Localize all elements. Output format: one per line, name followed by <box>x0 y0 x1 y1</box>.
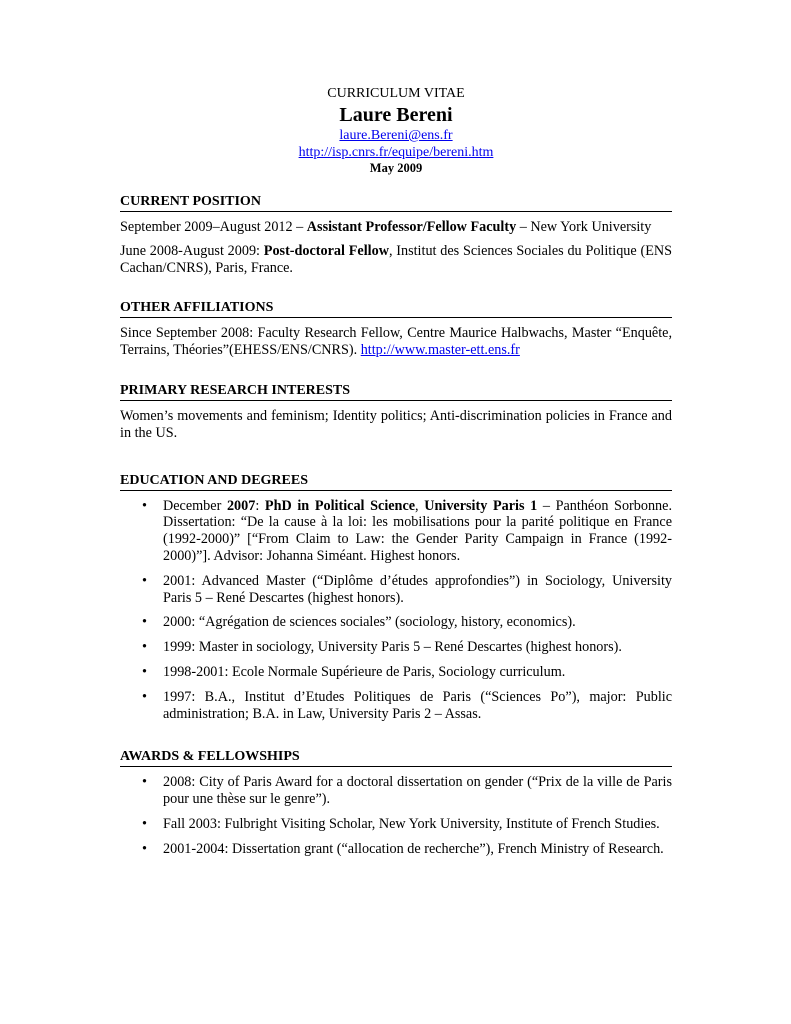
list-item: • 1997: B.A., Institut d’Etudes Politiques de Paris (“Sciences Po”), major: Public administration; B.A. in Law, University Paris 2 – Assas. <box>142 688 672 722</box>
cv-page <box>120 86 672 866</box>
section-current-position <box>120 193 672 276</box>
bullet-icon: • <box>142 497 147 514</box>
awards-list <box>120 774 672 857</box>
list-item: • 2008: City of Paris Award for a doctoral dissertation on gender (“Prix de la ville de Paris pour une thèse sur le genre”). <box>142 774 672 808</box>
section-research-interests <box>120 382 672 442</box>
master-website-link[interactable]: http://www.master-ett.ens.fr <box>360 342 520 359</box>
cv-label: CURRICULUM VITAE <box>327 86 465 101</box>
email-link[interactable]: laure.Bereni@ens.fr <box>339 128 453 143</box>
list-item: • 2001: Advanced Master (“Diplôme d’études approfondies”) in Sociology, University Paris 5 – René Descartes (highest honors). <box>142 572 672 606</box>
list-item: • December 2007: PhD in Political Science, University Paris 1 – Panthéon Sorbonne. Dissertation: “De la cause à la loi: les mobilisations pour la parité politique en France (1992-2000)” [“From Claim to Law: the Gender Parity Campaign in France (1992-2000)”]. Advisor: Johanna Siméant. Highest honors. <box>142 497 672 564</box>
section-awards <box>120 748 672 857</box>
section-other-affiliations <box>120 299 672 359</box>
position-entry: September 2009–August 2012 – Assistant Professor/Fellow Faculty – New York University <box>120 219 652 235</box>
section-heading: CURRENT POSITION <box>120 193 672 212</box>
research-interests-text: Women’s movements and feminism; Identity politics; Anti-discrimination policies in France and in the US. <box>120 407 672 441</box>
bullet-icon: • <box>142 840 147 857</box>
bullet-icon: • <box>142 688 147 705</box>
section-heading: EDUCATION AND DEGREES <box>120 472 672 491</box>
section-education <box>120 472 672 723</box>
bullet-icon: • <box>142 815 147 832</box>
bullet-icon: • <box>142 614 147 631</box>
list-item: • 1999: Master in sociology, University Paris 5 – René Descartes (highest honors). <box>142 639 622 656</box>
cv-date: May 2009 <box>369 161 423 175</box>
bullet-icon: • <box>142 774 147 791</box>
website-link[interactable]: http://isp.cnrs.fr/equipe/bereni.htm <box>298 145 494 160</box>
section-heading: AWARDS & FELLOWSHIPS <box>120 748 672 767</box>
position-entry: June 2008-August 2009: Post-doctoral Fellow, Institut des Sciences Sociales du Politique (ENS Cachan/CNRS), Paris, France. <box>120 242 672 276</box>
list-item: • 2000: “Agrégation de sciences sociales” (sociology, history, economics). <box>142 614 576 631</box>
education-list <box>120 498 672 723</box>
bullet-icon: • <box>142 639 147 656</box>
person-name: Laure Bereni <box>339 104 453 126</box>
list-item: • 2001-2004: Dissertation grant (“allocation de recherche”), French Ministry of Research. <box>142 840 664 857</box>
bullet-icon: • <box>142 572 147 589</box>
section-heading: PRIMARY RESEARCH INTERESTS <box>120 382 672 401</box>
section-heading: OTHER AFFILIATIONS <box>120 299 672 318</box>
list-item: • 1998-2001: Ecole Normale Supérieure de Paris, Sociology curriculum. <box>142 663 566 680</box>
bullet-icon: • <box>142 663 147 680</box>
list-item: • Fall 2003: Fulbright Visiting Scholar, New York University, Institute of French Studies. <box>142 815 660 832</box>
cv-header <box>120 86 672 176</box>
affiliation-entry: Since September 2008: Faculty Research Fellow, Centre Maurice Halbwachs, Master “Enquête, Terrains, Théories”(EHESS/ENS/CNRS). http://www.master-ett.ens.fr <box>120 325 672 359</box>
